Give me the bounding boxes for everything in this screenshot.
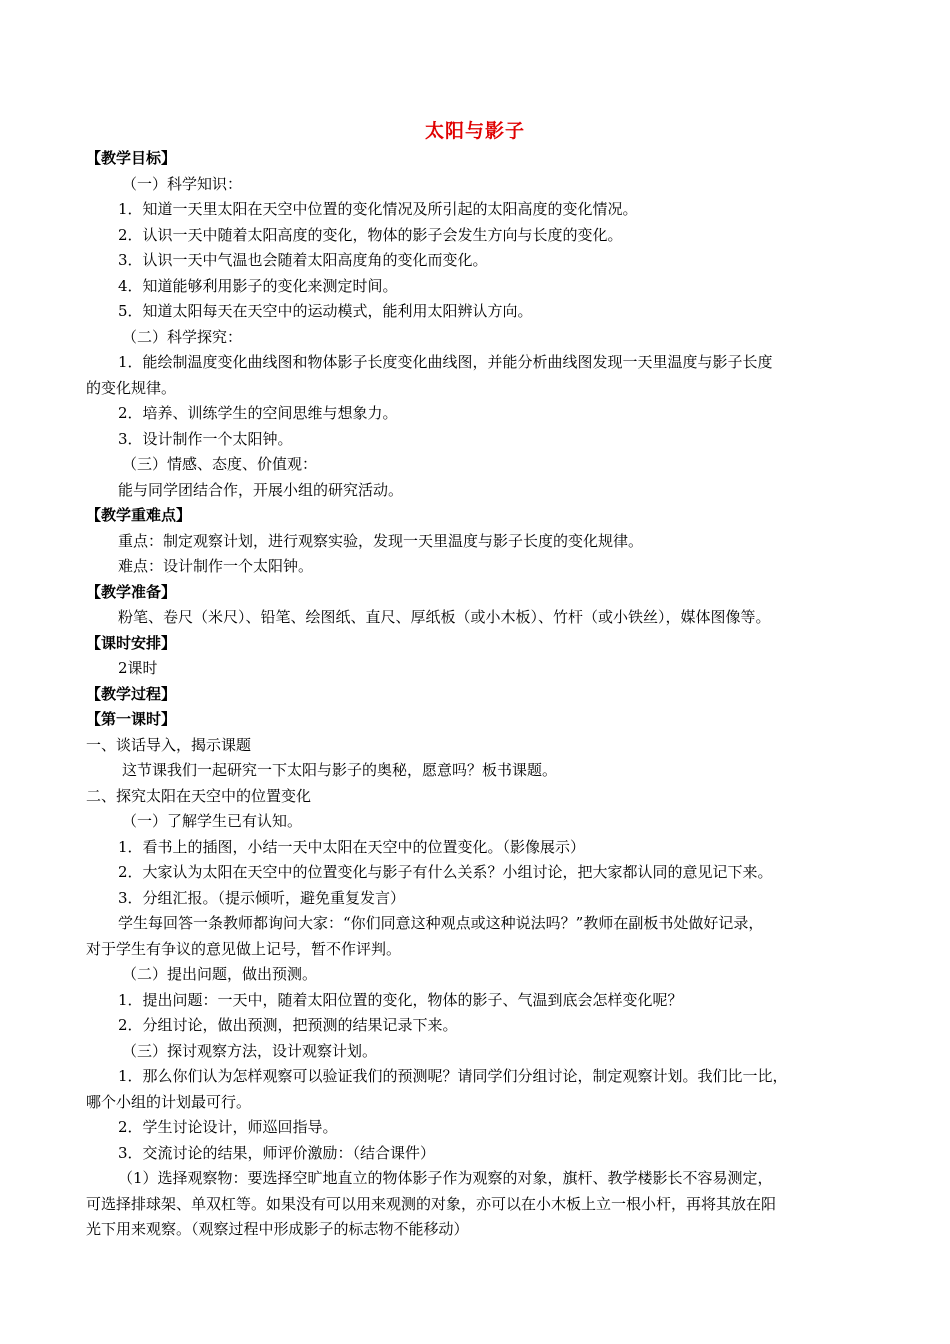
text-line: 一、谈话导入，揭示课题	[86, 735, 252, 754]
text-line: 3．认识一天中气温也会随着太阳高度角的变化而变化。	[118, 251, 488, 269]
text-line: （一）科学知识：	[122, 174, 243, 193]
section-heading: 【教学过程】	[86, 684, 177, 703]
text-line: 2．学生讨论设计，师巡回指导。	[118, 1118, 338, 1136]
section-heading: 【教学准备】	[86, 582, 177, 601]
text-line: 2课时	[118, 659, 158, 677]
text-line: 3．设计制作一个太阳钟。	[118, 429, 293, 448]
text-line: 光下用来观察。（观察过程中形成影子的标志物不能移动）	[86, 1220, 469, 1238]
text-line: 2．大家认为太阳在天空中的位置变化与影子有什么关系？小组讨论，把大家都认同的意见记下来。	[118, 863, 773, 881]
text-line: 能与同学团结合作，开展小组的研究活动。	[118, 480, 404, 499]
text-line: 二、探究太阳在天空中的位置变化	[86, 786, 312, 805]
text-line: 难点：设计制作一个太阳钟。	[118, 557, 314, 575]
text-line: 2．培养、训练学生的空间思维与想象力。	[118, 404, 398, 422]
text-line: 1．提出问题：一天中，随着太阳位置的变化，物体的影子、气温到底会怎样变化呢？	[118, 990, 683, 1009]
text-line: 的变化规律。	[86, 378, 177, 397]
text-line: 2．认识一天中随着太阳高度的变化，物体的影子会发生方向与长度的变化。	[118, 225, 623, 244]
section-heading: 【教学重难点】	[86, 506, 192, 524]
text-line: 3．分组汇报。（提示倾听，避免重复发言）	[118, 888, 406, 907]
text-line: 学生每回答一条教师都询问大家：“你们同意这种观点或这种说法吗？”教师在副板书处做好记录，	[118, 914, 764, 932]
text-line: 可选择排球架、单双杠等。如果没有可以用来观测的对象，亦可以在小木板上立一根小杆，再将其放在阳	[86, 1194, 777, 1213]
text-line: 1．看书上的插图，小结一天中太阳在天空中的位置变化。（影像展示）	[118, 837, 586, 856]
text-line: 粉笔、卷尺（米尺）、铅笔、绘图纸、直尺、厚纸板（或小木板）、竹杆（或小铁丝），媒体图像等。	[118, 608, 771, 626]
text-line: （三）探讨观察方法，设计观察计划。	[122, 1041, 378, 1060]
text-line: （一）了解学生已有认知。	[122, 812, 303, 830]
text-line: 3．交流讨论的结果，师评价激励：（结合课件）	[118, 1143, 436, 1162]
section-heading: 【教学目标】	[86, 149, 177, 167]
text-line: 5．知道太阳每天在天空中的运动模式，能利用太阳辨认方向。	[118, 302, 533, 320]
section-heading: 【课时安排】	[86, 633, 177, 652]
text-line: （二）提出问题，做出预测。	[122, 965, 318, 983]
text-line: （二）科学探究：	[122, 327, 243, 346]
text-line: 对于学生有争议的意见做上记号，暂不作评判。	[86, 939, 402, 958]
document-body	[86, 146, 876, 1243]
text-line: 2．分组讨论，做出预测，把预测的结果记录下来。	[118, 1016, 458, 1034]
text-line: 1．知道一天里太阳在天空中位置的变化情况及所引起的太阳高度的变化情况。	[118, 200, 638, 218]
text-line: 这节课我们一起研究一下太阳与影子的奥秘，愿意吗？板书课题。	[122, 761, 558, 779]
text-line: 1．那么你们认为怎样观察可以验证我们的预测呢？请同学们分组讨论，制定观察计划。我们比一比，	[118, 1067, 788, 1085]
text-line: 4．知道能够利用影子的变化来测定时间。	[118, 276, 398, 295]
text-line: （1）选择观察物：要选择空旷地直立的物体影子作为观察的对象，旗杆、教学楼影长不容易测定，	[118, 1169, 773, 1187]
text-line: 哪个小组的计划最可行。	[86, 1092, 252, 1111]
text-line: 重点：制定观察计划，进行观察实验，发现一天里温度与影子长度的变化规律。	[118, 531, 644, 550]
document-title: 太阳与影子	[424, 120, 525, 142]
section-heading: 【第一课时】	[86, 710, 177, 728]
text-line: 1．能绘制温度变化曲线图和物体影子长度变化曲线图，并能分析曲线图发现一天里温度与影子长度	[118, 353, 773, 371]
text-line: （三）情感、态度、价值观：	[122, 455, 318, 473]
